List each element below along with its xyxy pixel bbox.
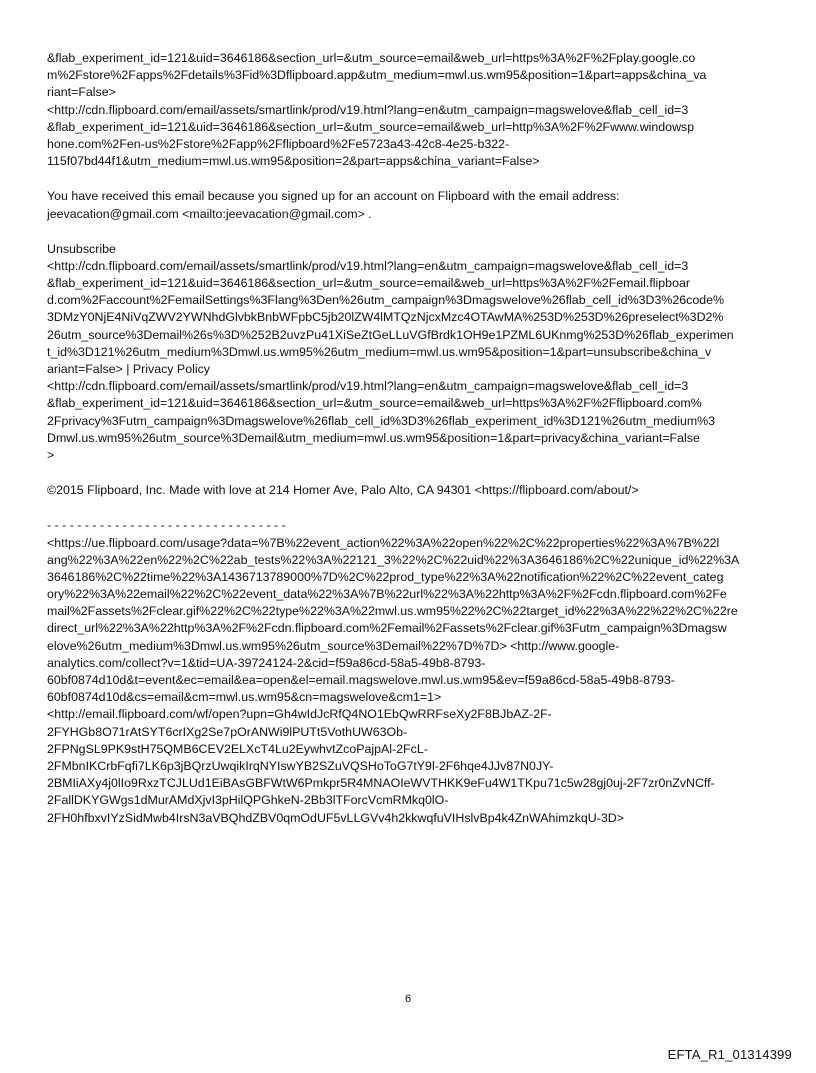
text-line: <http://cdn.flipboard.com/email/assets/smartlink/prod/v19.html?lang=en&utm_campaign=magswelove&flab_cell_id=3 (47, 379, 689, 394)
paragraph-block (47, 50, 777, 170)
text-line: analytics.com/collect?v=1&tid=UA-39724124-2&cid=f59a86cd-58a5-49b8-8793- (47, 655, 486, 670)
bates-number: EFTA_R1_01314399 (667, 1047, 792, 1062)
paragraph-gap (47, 170, 777, 188)
paragraph-gap (47, 499, 777, 517)
paragraph-block (47, 241, 777, 464)
text-line: 2FallDKYGWgs1dMurAMdXjvI3pHilQPGhkeN-2Bb3lTForcVcmRMkq0lO- (47, 793, 449, 808)
text-line: Dmwl.us.wm95%26utm_source%3Demail&utm_medium=mwl.us.wm95&position=1&part=privacy&china_variant=False (47, 430, 700, 445)
text-line: <http://cdn.flipboard.com/email/assets/smartlink/prod/v19.html?lang=en&utm_campaign=magswelove&flab_cell_id=3 (47, 102, 689, 117)
text-line: &flab_experiment_id=121&uid=3646186&section_url=&utm_source=email&web_url=https%3A%2F%2Fplay.google.co (47, 51, 696, 65)
text-line: 115f07bd44f1&utm_medium=mwl.us.wm95&position=2&part=apps&china_variant=False> (47, 154, 540, 169)
paragraph-block (47, 188, 777, 222)
text-line: You have received this email because you signed up for an account on Flipboard with the email address: (47, 189, 620, 204)
text-line: ariant=False> | Privacy Policy (47, 362, 210, 376)
text-line: jeevacation@gmail.com <mailto:jeevacation@gmail.com> . (47, 206, 372, 221)
text-line: 26utm_source%3Demail%26s%3D%252B2uvzPu41XiSeZtGeLLuVGfBrdk1OH9e1PZML6UKnmg%253D%26flab_experimen (47, 327, 734, 342)
text-line: 2FH0hfbxvIYzSidMwb4IrsN3aVBQhdZBV0qmOdUF5vLLGVv4h2kkwqfuVIHslvBp4k4ZnWAhimzkqU-3D> (47, 810, 624, 825)
text-line: direct_url%22%3A%22http%3A%2F%2Fcdn.flipboard.com%2Femail%2Fassets%2Fclear.gif%3Futm_campaign%3Dmagsw (47, 621, 727, 636)
text-line: 3DMzY0NjE4NiVqZWV2YWNhdGlvbkBnbWFpbC5jb20lZW4lMTQzNjcxMzc4OTAwMA%253D%253D%26preselect%3D2% (47, 310, 724, 325)
text-line: <http://cdn.flipboard.com/email/assets/smartlink/prod/v19.html?lang=en&utm_campaign=magswelove&flab_cell_id=3 (47, 258, 689, 273)
text-line: > (47, 447, 55, 462)
text-line: &flab_experiment_id=121&uid=3646186&section_url=&utm_source=email&web_url=http%3A%2F%2Fwww.windowsp (47, 119, 695, 134)
text-line: 2FYHGb8O71rAtSYT6crIXg2Se7pOrANWi9lPUTt5VothUW63Ob- (47, 724, 408, 739)
text-line: m%2Fstore%2Fapps%2Fdetails%3Fid%3Dflipboard.app&utm_medium=mwl.us.wm95&position=1&part=apps&china_va (47, 68, 707, 83)
text-line: d.com%2Faccount%2FemailSettings%3Flang%3Den%26utm_campaign%3Dmagswelove%26flab_cell_id%3D3%26code% (47, 293, 725, 308)
text-line: elove%26utm_medium%3Dmwl.us.wm95%26utm_source%3Demail%22%7D%7D> <http://www.google- (47, 638, 620, 653)
text-line: 60bf0874d10d&t=event&ec=email&ea=open&el=email.magswelove.mwl.us.wm95&ev=f59a86cd-58a5-49b8-8793- (47, 673, 675, 687)
page-number: 6 (404, 993, 412, 1005)
text-line: &flab_experiment_id=121&uid=3646186&section_url=&utm_source=email&web_url=https%3A%2F%2Femail.flipboar (47, 276, 690, 291)
text-line: 2FMbnIKCrbFqfi7LK6p3jBQrzUwqikIrqNYIswYB2SZuVQSHoToG7tY9l-2F6hqe4JJv87N0JY- (47, 758, 554, 773)
text-line: hone.com%2Fen-us%2Fstore%2Fapp%2Fflipboard%2Fe5723a43-42c8-4e25-b322- (47, 136, 510, 151)
text-line: ©2015 Flipboard, Inc. Made with love at 214 Homer Ave, Palo Alto, CA 94301 <https://flipboard.com/about/> (47, 483, 639, 498)
text-line: t_id%3D121%26utm_medium%3Dmwl.us.wm95%26utm_medium=mwl.us.wm95&position=1&part=unsubscribe&china_v (47, 344, 712, 359)
text-line: 2Fprivacy%3Futm_campaign%3Dmagswelove%26flab_cell_id%3D3%26flab_experiment_id%3D121%26utm_medium%3 (47, 413, 716, 428)
text-line: 60bf0874d10d&cs=email&cm=mwl.us.wm95&cn=magswelove&cm1=1> (47, 690, 442, 705)
text-line: 2BMIiAXy4j0lIo9RxzTCJLUd1EiBAsGBFWtW6Pmkpr5R4MNAOIeWVTHKK9eFu4W1TKpu71c5w28gj0uj-2F7zr0nZvNCff- (47, 776, 715, 791)
paragraph-block (47, 517, 777, 826)
text-line: ory%22%3A%22email%22%2C%22event_data%22%3A%7B%22url%22%3A%22http%3A%2F%2Fcdn.flipboard.com%2Fe (47, 587, 727, 602)
text-line: riant=False> (47, 85, 116, 100)
text-line: 2FPNgSL9PK9stH75QMB6CEV2ELXcT4Lu2EywhvtZcoPajpAl-2FcL- (47, 741, 428, 756)
email-body-text (47, 50, 777, 827)
text-line: <https://ue.flipboard.com/usage?data=%7B%22event_action%22%3A%22open%22%2C%22properties%22%3A%7B%22l (47, 535, 720, 550)
text-line: - - - - - - - - - - - - - - - - - - - - - - - - - - - - - - - - (47, 518, 286, 533)
text-line: 3646186%2C%22time%22%3A1436713789000%7D%2C%22prod_type%22%3A%22notification%22%2C%22event_categ (47, 569, 724, 584)
text-line: mail%2Fassets%2Fclear.gif%22%2C%22type%22%3A%22mwl.us.wm95%22%2C%22target_id%22%3A%22%22%2C%22re (47, 604, 738, 619)
text-line: <http://email.flipboard.com/wf/open?upn=Gh4wIdJcRfQ4NO1EbQwRRFseXy2F8BJbAZ-2F- (47, 707, 552, 722)
text-line: &flab_experiment_id=121&uid=3646186&section_url=&utm_source=email&web_url=https%3A%2F%2Fflipboard.com% (47, 396, 702, 411)
paragraph-block (47, 482, 777, 499)
text-line: Unsubscribe (47, 241, 116, 256)
text-line: ang%22%3A%22en%22%2C%22ab_tests%22%3A%22121_3%22%2C%22uid%22%3A3646186%2C%22unique_id%22%3A (47, 552, 740, 567)
paragraph-gap (47, 464, 777, 482)
paragraph-gap (47, 223, 777, 241)
